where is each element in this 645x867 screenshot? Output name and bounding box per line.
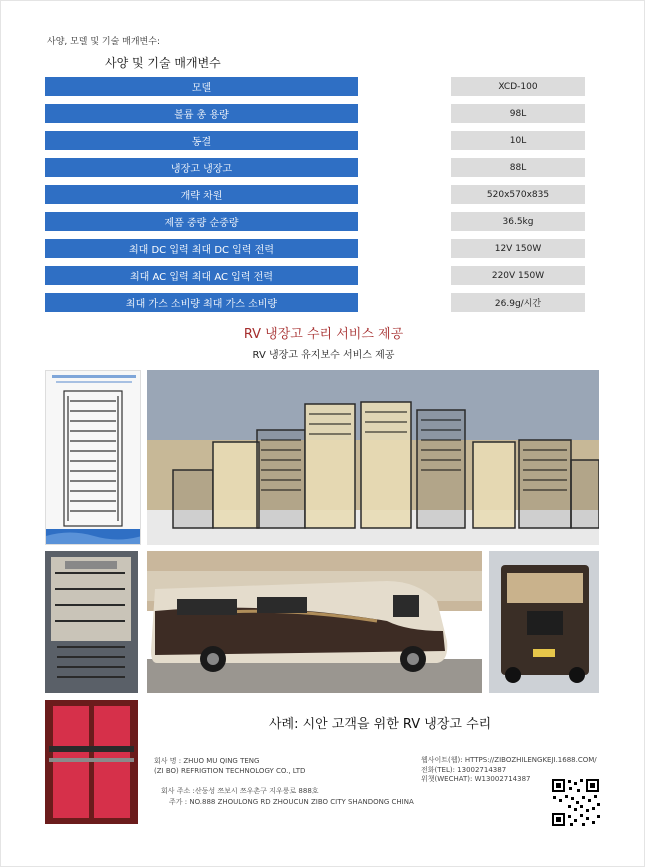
service-subtitle: RV 냉장고 유지보수 서비스 제공 xyxy=(252,350,395,361)
spec-value-dimensions: 520x570x835 xyxy=(451,185,585,204)
spec-value-volume: 98L xyxy=(451,104,585,123)
company-name-line2: (ZI BO) REFRIGTION TECHNOLOGY CO., LTD xyxy=(154,767,306,775)
rv-rear-photo xyxy=(489,551,599,693)
case-caption: 사례: 시안 고객을 위한 RV 냉장고 수리 xyxy=(269,717,492,732)
rv-side-photo xyxy=(147,551,482,693)
spec-label-fridge: 냉장고 냉장고 xyxy=(45,158,358,177)
spec-value-fridge: 88L xyxy=(451,158,585,177)
spec-value-freezer: 10L xyxy=(451,131,585,150)
company-wechat: 위챗(WECHAT): W13002714387 xyxy=(421,775,531,783)
spec-label-weight: 제품 중량 순중량 xyxy=(45,212,358,231)
spec-value-weight: 36.5kg xyxy=(451,212,585,231)
qr-code-icon xyxy=(550,777,601,828)
spec-header-title: 사양 및 기술 매개변수 xyxy=(105,56,221,70)
spec-header-small: 사양, 모델 및 기술 매개변수: xyxy=(47,37,160,47)
spec-label-gas: 최대 가스 소비량 최대 가스 소비량 xyxy=(45,293,358,312)
spec-label-model: 모델 xyxy=(45,77,358,96)
spec-value-model: XCD-100 xyxy=(451,77,585,96)
spec-value-ac-input: 220V 150W xyxy=(451,266,585,285)
service-title: RV 냉장고 수리 서비스 제공 xyxy=(243,327,404,342)
spec-value-dc-input: 12V 150W xyxy=(451,239,585,258)
spec-label-dc-input: 최대 DC 입력 최대 DC 입력 전력 xyxy=(45,239,358,258)
company-tel: 전화(TEL): 13002714387 xyxy=(421,766,507,774)
fridge-units-photo xyxy=(147,370,599,545)
spec-label-freezer: 동결 xyxy=(45,131,358,150)
company-address: 회사 주소 :산둥성 쯔보시 쯔우촌구 지우룽로 888호 xyxy=(161,787,319,795)
spec-label-ac-input: 최대 AC 입력 최대 AC 입력 전력 xyxy=(45,266,358,285)
spec-value-gas: 26.9g/시간 xyxy=(451,293,585,312)
company-name: 회사 명 : ZHUO MU QING TENG xyxy=(154,757,260,765)
company-address-en: 주가 : NO.888 ZHOULONG RD ZHOUCUN ZIBO CITY SHANDONG CHINA xyxy=(169,798,414,806)
spec-label-dimensions: 개략 차원 xyxy=(45,185,358,204)
spec-label-volume: 볼륨 총 용량 xyxy=(45,104,358,123)
cooling-unit-photo xyxy=(45,551,138,693)
red-fridge-photo xyxy=(45,700,138,824)
company-website[interactable]: 웹사이트(웹): HTTPS://ZIBOZHILENGKEJI.1688.COM/ xyxy=(421,756,597,764)
brochure-photo xyxy=(45,370,141,545)
